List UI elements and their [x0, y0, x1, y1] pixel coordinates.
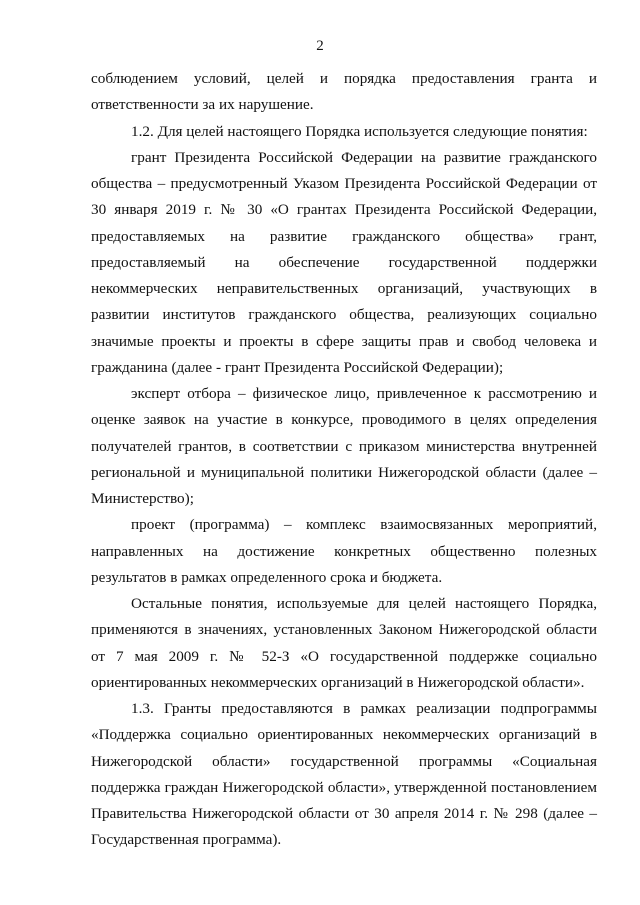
paragraph-section-1-2: 1.2. Для целей настоящего Порядка используется следующие понятия:	[131, 122, 588, 140]
paragraph-section-1-3: 1.3. Гранты предоставляются в рамках реализации подпрограммы «Поддержка социально ориентированных некоммерческих организаций в Нижегородской области» государственной программы «Социальная поддержка граждан Нижегородской области», утвержденной постановлением Правительства Нижегородской области от 30 апреля 2014 г. № 298 (далее – Государственная программа).	[91, 700, 597, 849]
paragraph-continuation: соблюдением условий, целей и порядка предоставления гранта и ответственности за их нарушение.	[91, 70, 597, 114]
paragraph-definition-president-grant: грант Президента Российской Федерации на развитие гражданского общества – предусмотренный Указом Президента Российской Федерации от 30 января 2019 г. № 30 «О грантах Президента Российской Федерации, предоставляемых на развитие гражданского общества» грант, предоставляемый на обеспечение государственной поддержки некоммерческих неправительственных организаций, участвующих в развитии институтов гражданского общества, реализующих социально значимые проекты и проекты в сфере защиты прав и свобод человека и гражданина (далее - грант Президента Российской Федерации);	[91, 148, 597, 376]
page-number: 2	[316, 38, 324, 54]
paragraph-other-terms: Остальные понятия, используемые для целей настоящего Порядка, применяются в значениях, установленных Законом Нижегородской области от 7 мая 2009 г. № 52-З «О государственной поддержке социально ориентированных некоммерческих организаций в Нижегородской области».	[91, 595, 597, 691]
paragraph-definition-project: проект (программа) – комплекс взаимосвязанных мероприятий, направленных на достижение конкретных общественно полезных результатов в рамках определенного срока и бюджета.	[91, 516, 597, 586]
document-body	[91, 66, 597, 854]
paragraph-definition-selection-expert: эксперт отбора – физическое лицо, привлеченное к рассмотрению и оценке заявок на участие в конкурсе, проводимого в целях определения получателей грантов, в соответствии с приказом министерства внутренней региональной и муниципальной политики Нижегородской области (далее – Министерство);	[91, 385, 597, 507]
